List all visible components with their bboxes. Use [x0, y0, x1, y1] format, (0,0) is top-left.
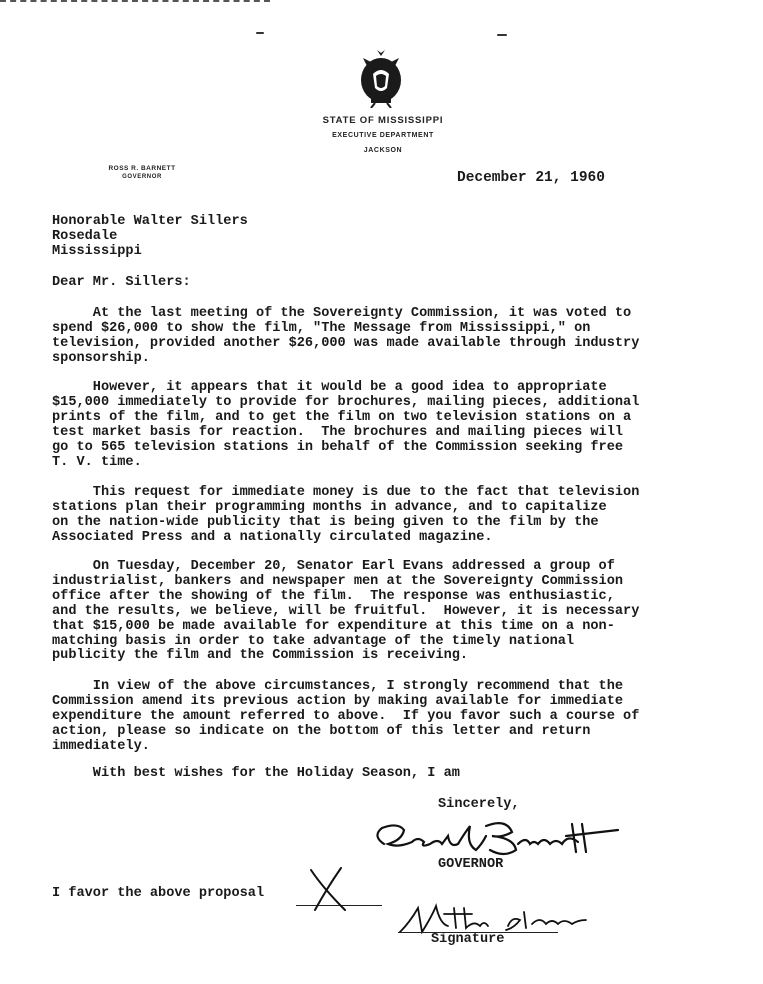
- governor-block: [92, 164, 192, 182]
- recipient-address: Honorable Walter Sillers Rosedale Mississippi: [52, 214, 248, 259]
- favor-label: I favor the above proposal: [52, 886, 265, 901]
- body-paragraph: At the last meeting of the Sovereignty Commission, it was voted to spend $26,000 to show the film, "The Message from Mississippi," on television, provided another $26,000 was made available through industry sponsorship.: [52, 306, 640, 366]
- letterhead-department: EXECUTIVE DEPARTMENT: [332, 132, 434, 139]
- scan-speck: [497, 34, 507, 36]
- top-edge-dash: [0, 0, 270, 4]
- closing: Sincerely,: [438, 797, 520, 812]
- signer-title: GOVERNOR: [438, 857, 504, 872]
- salutation: Dear Mr. Sillers:: [52, 275, 191, 290]
- letterhead: [283, 114, 483, 157]
- scan-speck: [256, 32, 264, 34]
- letter-date: December 21, 1960: [457, 170, 605, 186]
- governor-name: ROSS R. BARNETT: [108, 165, 176, 172]
- body-paragraph: However, it appears that it would be a good idea to appropriate $15,000 immediately to provide for brochures, mailing pieces, additional prints of the film, and to get the film on two television stations on a test market basis for reaction. The brochures and mailing pieces will go to 565 television stations in behalf of the Commission seeking free T. V. time.: [52, 380, 640, 470]
- body-paragraph: In view of the above circumstances, I strongly recommend that the Commission amend its previous action by making available for immediate expenditure the amount referred to above. If you favor such a course of action, please so indicate on the bottom of this letter and return immediately.: [52, 679, 640, 754]
- body-paragraph: With best wishes for the Holiday Season, I am: [52, 766, 460, 781]
- letterhead-state: STATE OF MISSISSIPPI: [322, 115, 444, 126]
- signature-label: Signature: [431, 932, 505, 947]
- state-seal-icon: [353, 48, 409, 108]
- governor-title: GOVERNOR: [122, 174, 162, 180]
- body-paragraph: On Tuesday, December 20, Senator Earl Evans addressed a group of industrialist, bankers and newspaper men at the Sovereignty Commission office after the showing of the film. The response was enthusiastic, and the results, we believe, will be fruitful. However, it is necessary that $15,000 be made available for expenditure at this time on a non- matching basis in order to take advantage of the timely national publicity the film and the Commission is receiving.: [52, 559, 640, 664]
- x-mark-icon: [305, 866, 351, 914]
- letterhead-city: JACKSON: [363, 147, 403, 154]
- body-paragraph: This request for immediate money is due to the fact that television stations plan their programming months in advance, and to capitalize on the nation-wide publicity that is being given to the film by the Associated Press and a nationally circulated magazine.: [52, 485, 640, 545]
